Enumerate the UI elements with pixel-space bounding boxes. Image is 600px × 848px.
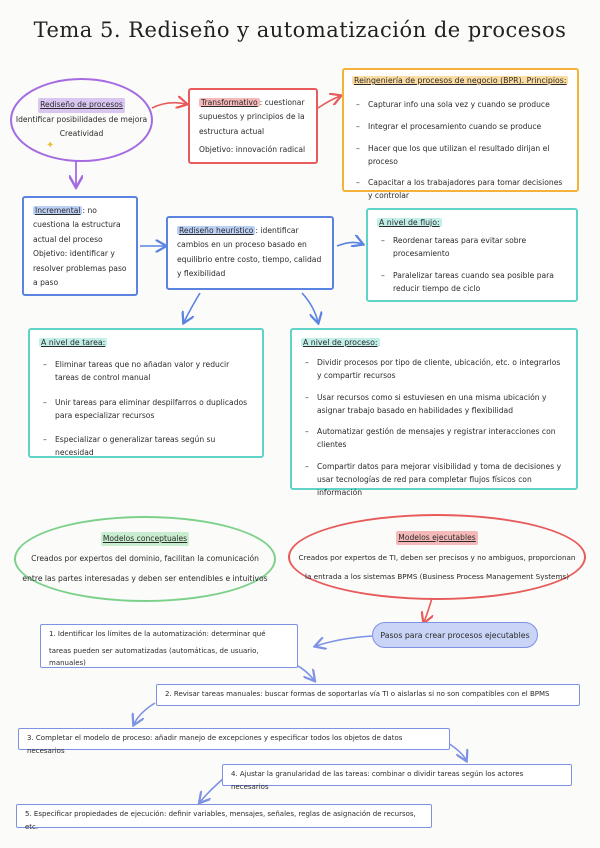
flujo-box bbox=[366, 208, 578, 302]
arrow-to-step2 bbox=[296, 665, 314, 680]
proceso-item: – Dividir procesos por tipo de cliente, ubicación, etc. o integrarlos y compartir recursos bbox=[317, 357, 567, 383]
reingenieria-item: – Capturar info una sola vez y cuando se produce bbox=[368, 99, 569, 112]
transformativo-heading: Transformativo bbox=[201, 98, 258, 107]
arrow-to-step4 bbox=[448, 743, 466, 760]
transformativo-text: : cuestionar supuestos y principios de la estructura actual bbox=[199, 98, 305, 136]
proceso-heading: A nivel de proceso: bbox=[303, 338, 378, 347]
sparkle-icon: ✦ bbox=[46, 140, 55, 151]
arrow-to-step5 bbox=[200, 778, 224, 802]
reingenieria-heading: Reingeniería de procesos de negocio (BPR). Principios: bbox=[354, 76, 567, 85]
step-5 bbox=[16, 804, 432, 831]
arrow-to-reingenieria bbox=[318, 96, 340, 108]
tarea-item: – Eliminar tareas que no añadan valor y reducir tareas de control manual bbox=[55, 359, 253, 385]
arrow-to-transformativo bbox=[152, 103, 186, 108]
step-1-line1: 1. Identificar los límites de la automatización: determinar qué bbox=[49, 630, 266, 638]
heuristico-box bbox=[166, 216, 334, 290]
tarea-item: – Unir tareas para eliminar despilfarros o duplicados para especializar recursos bbox=[55, 397, 253, 423]
tarea-box bbox=[28, 328, 264, 458]
arrow-to-flujo bbox=[337, 242, 362, 246]
tarea-heading: A nivel de tarea: bbox=[41, 338, 106, 347]
ejecutables-line2: la entrada a los sistemas BPMS (Business Process Management Systems) bbox=[305, 571, 569, 581]
flujo-item: – Paralelizar tareas cuando sea posible para reducir tiempo de ciclo bbox=[393, 270, 567, 296]
transformativo-objective: Objetivo: innovación radical bbox=[199, 145, 306, 155]
incremental-heading: Incremental bbox=[35, 206, 81, 215]
proceso-box bbox=[290, 328, 578, 498]
modelos-conceptuales-node bbox=[14, 516, 276, 602]
step-4-line1: 4. Ajustar la granularidad de las tareas: combinar o dividir tareas según los actores necesarios bbox=[231, 770, 524, 791]
reingenieria-item: – Capacitar a los trabajadores para tomar decisiones y controlar bbox=[368, 177, 569, 203]
step-3 bbox=[18, 728, 450, 755]
arrow-to-step1 bbox=[316, 636, 372, 646]
rediseno-line1: Identificar posibilidades de mejora bbox=[15, 114, 148, 124]
incremental-box bbox=[22, 196, 138, 296]
reingenieria-box bbox=[342, 68, 579, 201]
reingenieria-item: – Hacer que los que utilizan el resultado dirijan el proceso bbox=[368, 143, 569, 169]
modelos-ejecutables-node bbox=[288, 514, 586, 600]
rediseno-procesos-node bbox=[10, 78, 153, 162]
step-4 bbox=[222, 764, 572, 791]
reingenieria-list bbox=[352, 99, 569, 203]
flujo-list bbox=[377, 235, 567, 296]
ejecutables-heading: Modelos ejecutables bbox=[396, 531, 477, 545]
incremental-text: : no cuestiona la estructura actual del proceso bbox=[33, 206, 121, 244]
transformativo-box bbox=[188, 88, 318, 164]
ejecutables-line1: Creados por expertos de TI, deben ser precisos y no ambiguos, proporcionan bbox=[298, 553, 576, 563]
incremental-objective: Objetivo: identificar y resolver problemas paso a paso bbox=[33, 249, 127, 288]
pasos-label: Pasos para crear procesos ejecutables bbox=[380, 630, 530, 640]
rediseno-line2: Creatividad bbox=[59, 129, 104, 139]
flujo-heading: A nivel de flujo: bbox=[379, 218, 440, 227]
proceso-list bbox=[301, 357, 567, 500]
conceptuales-heading: Modelos conceptuales bbox=[101, 532, 189, 546]
arrow-to-tarea bbox=[184, 293, 200, 322]
conceptuales-line2: entre las partes interesadas y deben ser entendibles e intuitivos bbox=[22, 573, 268, 583]
flujo-item: – Reordenar tareas para evitar sobre procesamiento bbox=[393, 235, 567, 261]
arrow-to-pasos bbox=[424, 598, 432, 622]
heuristico-text: : identificar cambios en un proceso basado en equilibrio entre costo, tiempo, calidad y flexibilidad bbox=[177, 226, 322, 279]
conceptuales-line1: Creados por expertos del dominio, facilitan la comunicación bbox=[31, 554, 259, 564]
rediseno-heading: Rediseño de procesos bbox=[38, 98, 125, 112]
arrow-to-step3 bbox=[134, 703, 155, 724]
arrow-to-proceso bbox=[302, 293, 318, 322]
step-3-line1: 3. Completar el modelo de proceso: añadir manejo de excepciones y especificar todos los objetos de datos necesarios bbox=[27, 734, 403, 755]
tarea-item: – Especializar o generalizar tareas según su necesidad bbox=[55, 434, 253, 460]
proceso-item: – Usar recursos como si estuviesen en una misma ubicación y asignar trabajo basado en habilidades y flexibilidad bbox=[317, 392, 567, 418]
pasos-pill bbox=[372, 622, 538, 648]
proceso-item: – Compartir datos para mejorar visibilidad y toma de decisiones y usar tecnologías de red para completar flujos físicos con información bbox=[317, 461, 567, 500]
reingenieria-item: – Integrar el procesamiento cuando se produce bbox=[368, 121, 569, 134]
tarea-list bbox=[39, 359, 253, 460]
page-title: Tema 5. Rediseño y automatización de procesos bbox=[33, 18, 567, 42]
step-1 bbox=[40, 624, 298, 668]
step-2 bbox=[156, 684, 580, 706]
step-5-line1: 5. Especificar propiedades de ejecución: definir variables, mensajes, señales, reglas de asignación de recursos, etc. bbox=[25, 810, 416, 831]
heuristico-heading: Rediseño heurístico bbox=[179, 226, 254, 235]
step-2-line1: 2. Revisar tareas manuales: buscar formas de soportarlas vía TI o aislarlas si no son compatibles con el BPMS bbox=[165, 690, 550, 698]
proceso-item: – Automatizar gestión de mensajes y registrar interacciones con clientes bbox=[317, 426, 567, 452]
step-1-line2: tareas pueden ser automatizadas (automáticas, de usuario, manuales) bbox=[49, 646, 259, 668]
